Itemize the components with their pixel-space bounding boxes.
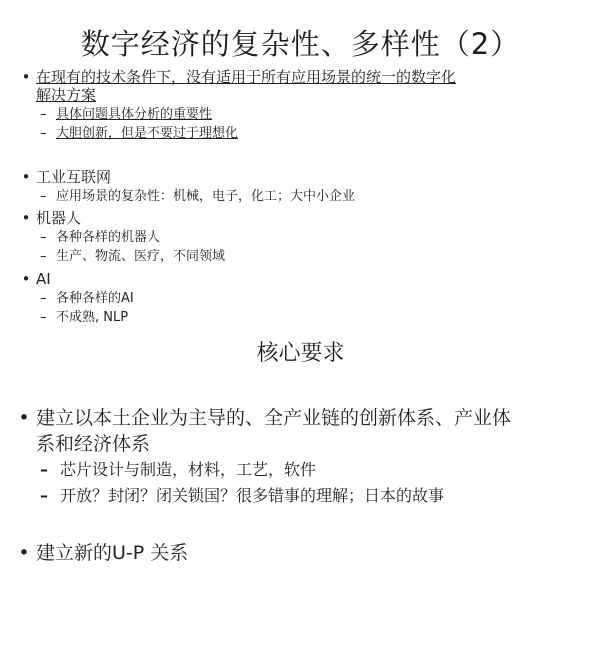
dash-symbol: – <box>40 310 47 325</box>
sub-bullet-item <box>40 248 226 265</box>
dash-symbol: – <box>40 486 48 505</box>
bullet-symbol: • <box>18 407 30 429</box>
sub-bullet-item <box>40 460 317 480</box>
bullet-item-innovation-system <box>18 405 576 457</box>
sub-bullet-item <box>40 309 129 326</box>
bullet-symbol: • <box>21 209 31 227</box>
bullet-item-industrial-internet <box>21 168 112 186</box>
dash-symbol: – <box>40 230 47 245</box>
dash-symbol: – <box>40 126 47 141</box>
bullet-text-line2: 解决方案 <box>36 86 97 104</box>
sub-bullet-text: 各种各样的机器人 <box>56 230 161 245</box>
sub-bullet-item <box>40 106 213 123</box>
bullet-text: AI <box>36 270 51 288</box>
bullet-symbol: • <box>21 168 31 186</box>
sub-bullet-item <box>40 290 134 307</box>
dash-symbol: – <box>40 107 47 122</box>
bullet-item-u-p-relation <box>18 540 189 566</box>
sub-bullet-item <box>40 188 356 205</box>
sub-bullet-text: 生产、物流、医疗，不同领域 <box>56 249 226 264</box>
sub-bullet-item <box>40 125 239 142</box>
bullet-item-no-unified-solution <box>21 68 576 104</box>
bullet-item-robots <box>21 209 82 227</box>
section-subtitle: 核心要求 <box>256 341 345 366</box>
sub-bullet-item <box>40 486 445 506</box>
sub-bullet-text: 开放？封闭？闭关锁国？很多错事的理解；日本的故事 <box>60 486 445 505</box>
slide-title: 数字经济的复杂性、多样性（2） <box>80 27 521 61</box>
bullet-text-line1: 建立以本土企业为主导的、全产业链的创新体系、产业体 <box>36 407 512 429</box>
sub-bullet-text: 具体问题具体分析的重要性 <box>56 107 213 122</box>
bullet-text-line1: 在现有的技术条件下，没有适用于所有应用场景的统一的数字化 <box>36 68 457 86</box>
sub-bullet-text: 芯片设计与制造，材料，工艺，软件 <box>60 460 317 479</box>
sub-bullet-text: 各种各样的AI <box>56 291 134 306</box>
bullet-text: 机器人 <box>36 209 82 227</box>
bullet-symbol: • <box>21 270 31 288</box>
bullet-symbol: • <box>21 68 31 86</box>
sub-bullet-item <box>40 229 161 246</box>
bullet-text: 工业互联网 <box>36 168 112 186</box>
dash-symbol: – <box>40 291 47 306</box>
sub-bullet-text: 大胆创新，但是不要过于理想化 <box>56 126 239 141</box>
bullet-symbol: • <box>18 542 30 564</box>
bullet-text-line2: 系和经济体系 <box>36 433 151 455</box>
dash-symbol: – <box>40 249 47 264</box>
bullet-text: 建立新的U-P 关系 <box>36 542 189 564</box>
sub-bullet-text: 不成熟, NLP <box>56 310 129 325</box>
sub-bullet-text: 应用场景的复杂性：机械，电子，化工；大中小企业 <box>56 189 356 204</box>
dash-symbol: – <box>40 189 47 204</box>
dash-symbol: – <box>40 460 48 479</box>
bullet-item-ai <box>21 270 51 288</box>
